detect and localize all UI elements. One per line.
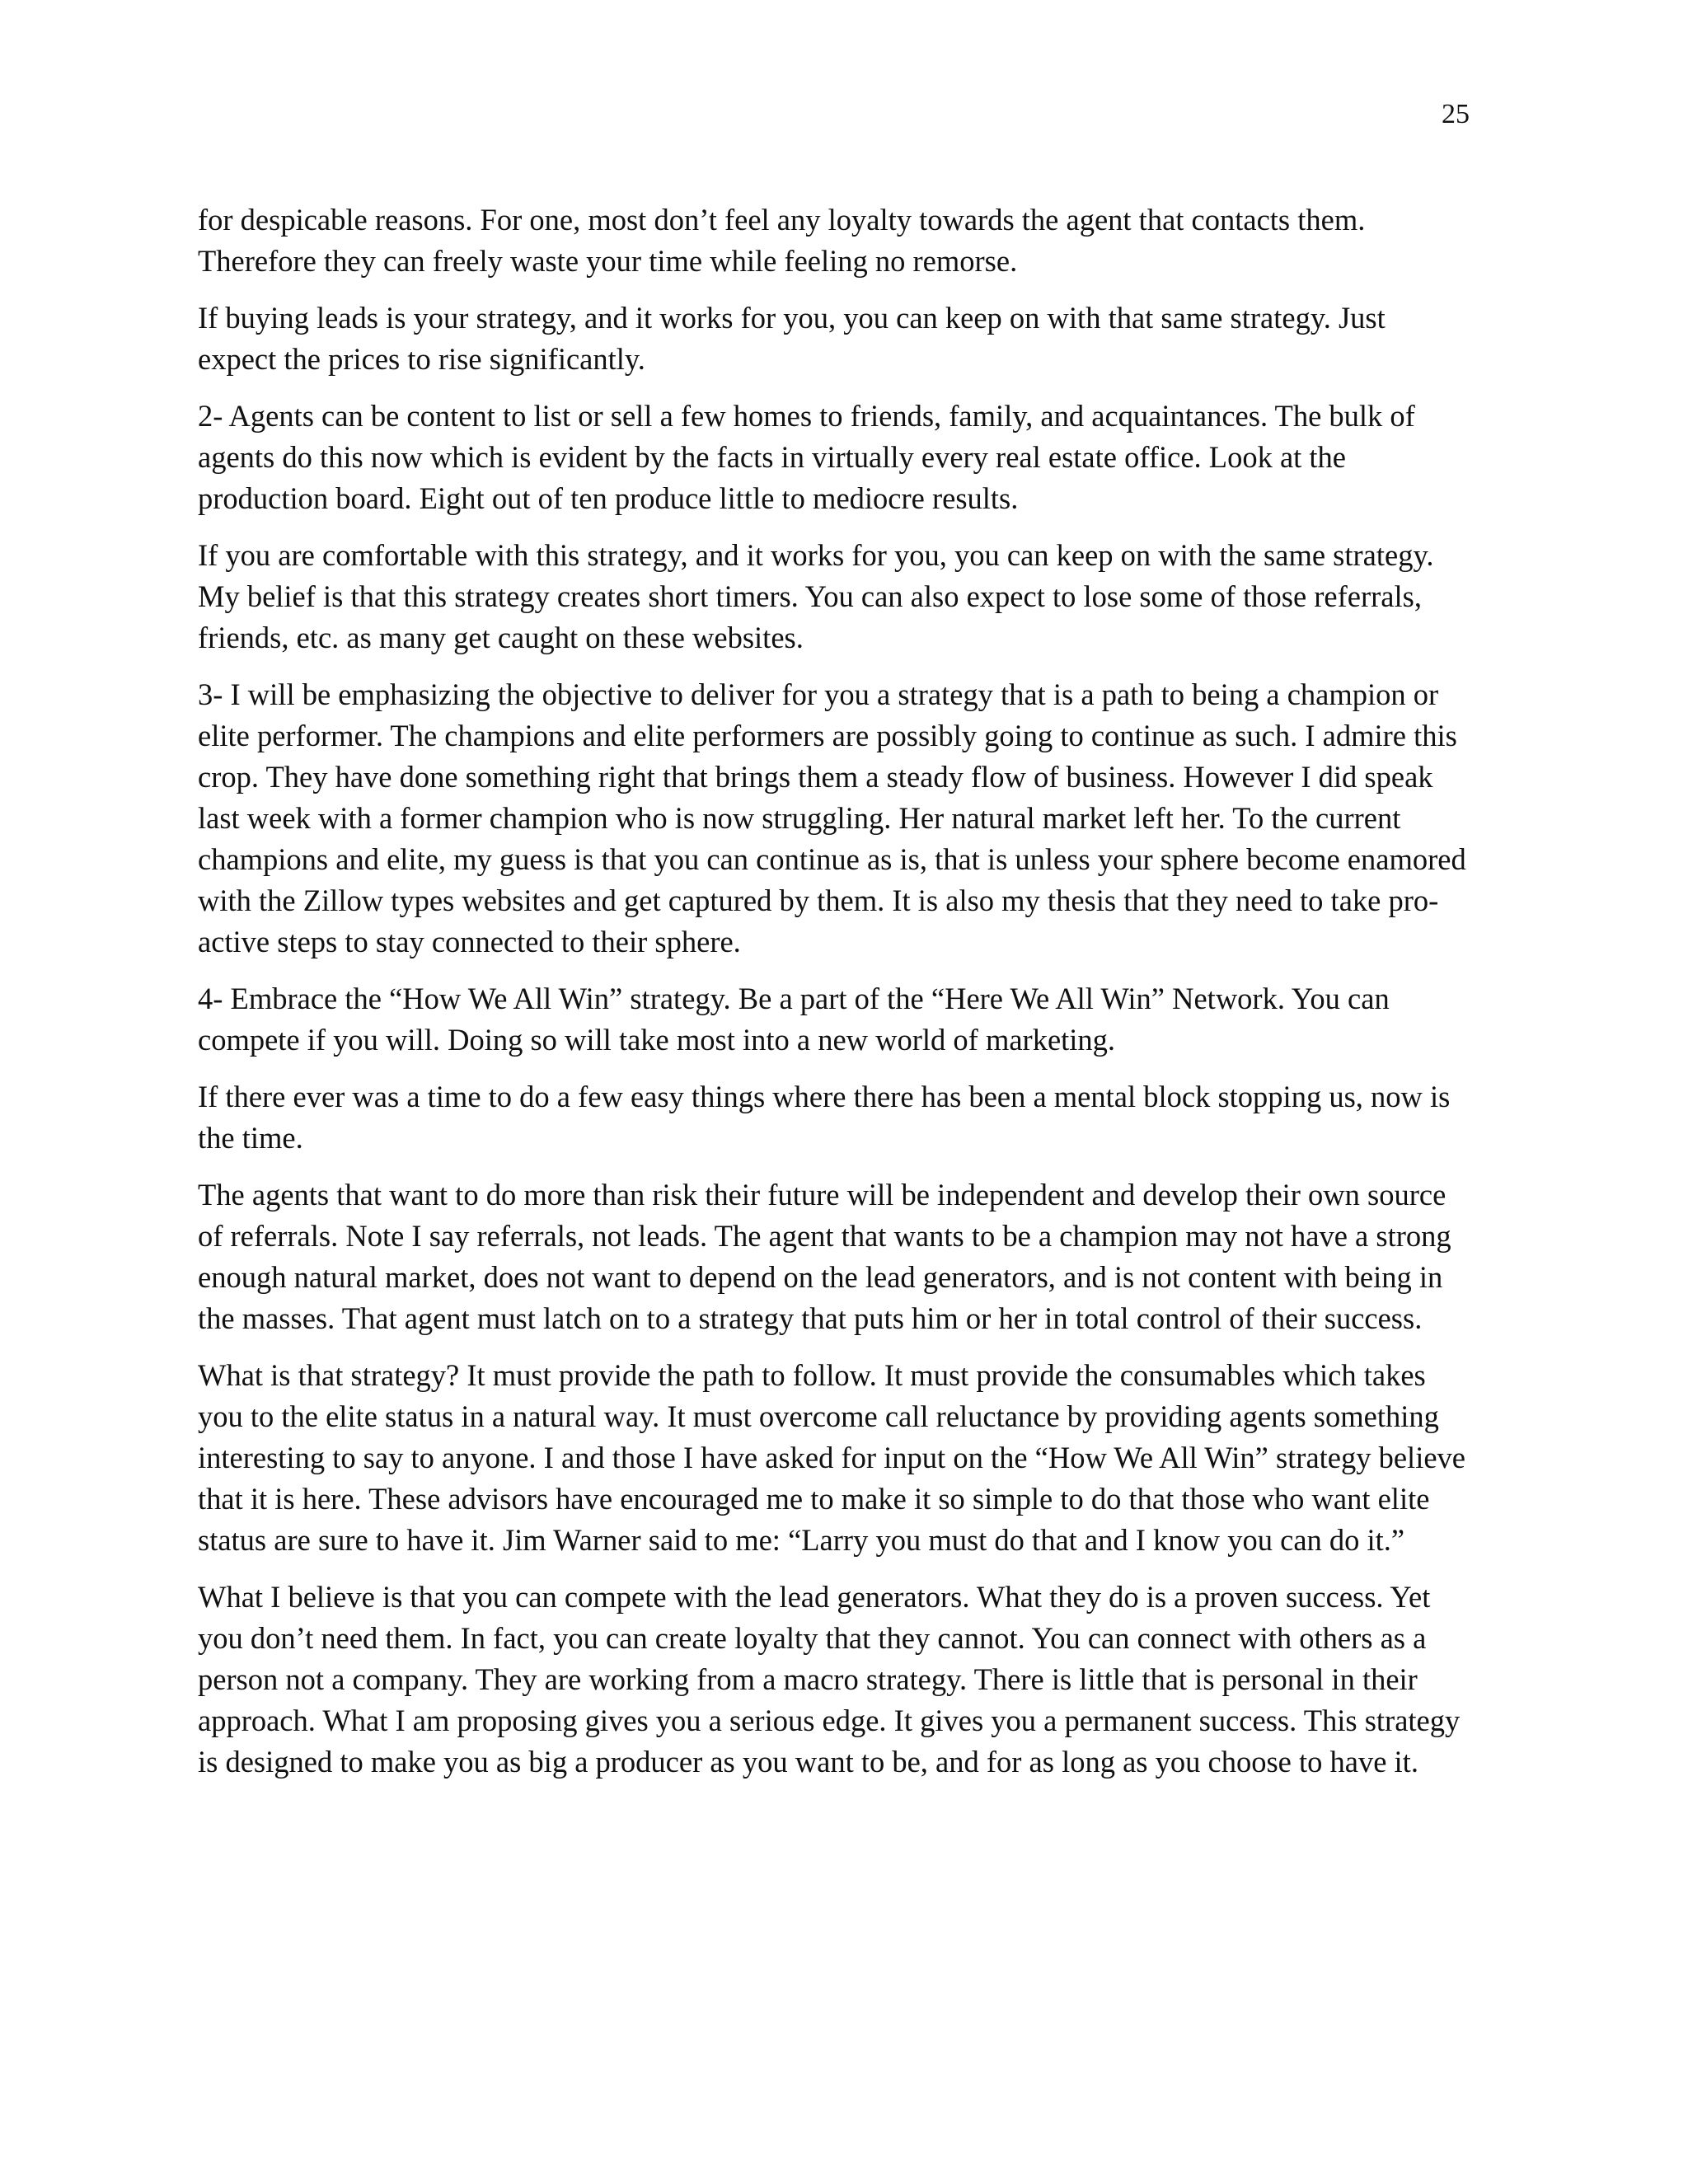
- paragraph-3: 2- Agents can be content to list or sell a few homes to friends, family, and acquaintances. The bulk of agents do this now which is evident by the facts in virtually every real estate office. Look at the production board. Eight out of ten produce little to mediocre results.: [198, 399, 1415, 515]
- body-text: [198, 199, 1471, 1798]
- paragraph-4: If you are comfortable with this strategy, and it works for you, you can keep on with the same strategy. My belief is that this strategy creates short timers. You can also expect to lose some of those referrals, friends, etc. as many get caught on these websites.: [198, 538, 1434, 654]
- page-number: 25: [1442, 99, 1470, 129]
- paragraph-9: What is that strategy? It must provide the path to follow. It must provide the consumables which takes you to the elite status in a natural way. It must overcome call reluctance by providing agents something interesting to say to anyone. I and those I have asked for input on the “How We All Win” strategy believe that it is here. These advisors have encouraged me to make it so simple to do that those who want elite status are sure to have it. Jim Warner said to me: “Larry you must do that and I know you can do it.”: [198, 1358, 1465, 1557]
- paragraph-6: 4- Embrace the “How We All Win” strategy. Be a part of the “Here We All Win” Network. You can compete if you will. Doing so will take most into a new world of marketing.: [198, 982, 1390, 1057]
- paragraph-8: The agents that want to do more than risk their future will be independent and develop their own source of referrals. Note I say referrals, not leads. The agent that wants to be a champion may not have a strong enough natural market, does not want to depend on the lead generators, and is not content with being in the masses. That agent must latch on to a strategy that puts him or her in total control of their success.: [198, 1178, 1451, 1335]
- paragraph-5: 3- I will be emphasizing the objective to deliver for you a strategy that is a path to being a champion or elite performer. The champions and elite performers are possibly going to continue as such. I admire this crop. They have done something right that brings them a steady flow of business. However I did speak last week with a former champion who is now struggling. Her natural market left her. To the current champions and elite, my guess is that you can continue as is, that is unless your sphere become enamored with the Zillow types websites and get captured by them. It is also my thesis that they need to take pro-active steps to stay connected to their sphere.: [198, 677, 1466, 958]
- paragraph-10: What I believe is that you can compete with the lead generators. What they do is a proven success. Yet you don’t need them. In fact, you can create loyalty that they cannot. You can connect with others as a person not a company. They are working from a macro strategy. There is little that is personal in their approach. What I am proposing gives you a serious edge. It gives you a permanent success. This strategy is designed to make you as big a producer as you want to be, and for as long as you choose to have it.: [198, 1580, 1461, 1779]
- paragraph-2: If buying leads is your strategy, and it works for you, you can keep on with that same strategy. Just expect the prices to rise significantly.: [198, 301, 1386, 376]
- paragraph-7: If there ever was a time to do a few easy things where there has been a mental block stopping us, now is the time.: [198, 1080, 1451, 1155]
- paragraph-1: for despicable reasons. For one, most don’t feel any loyalty towards the agent that contacts them. Therefore they can freely waste your time while feeling no remorse.: [198, 203, 1366, 278]
